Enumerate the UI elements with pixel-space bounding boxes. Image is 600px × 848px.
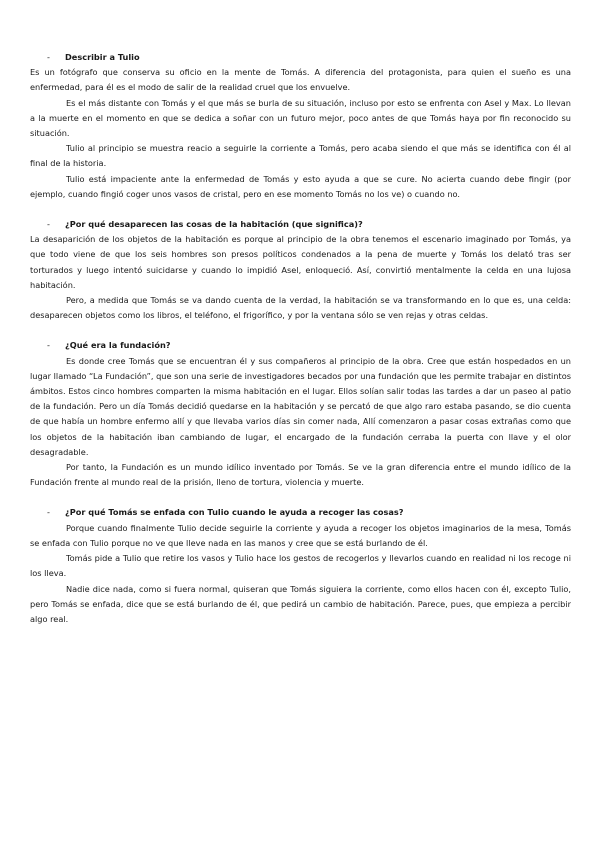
heading-text: ¿Por qué Tomás se enfada con Tulio cuando le ayuda a recoger las cosas?: [65, 507, 404, 518]
section-heading: [30, 50, 571, 65]
document-body: [30, 50, 571, 627]
section-heading: [30, 338, 571, 353]
section-desaparecen-cosas: [30, 217, 571, 323]
paragraph: Es donde cree Tomás que se encuentran él y sus compañeros al principio de la obra. Cree que están hospedados en un lugar llamado “La Fundación”, que son una serie de investigadores becados por una fundación que les permite trabajar en distintos ámbitos. Estos cinco hombres comparten la misma habitación en el lugar. Ellos solían salir todas las tardes a dar un paseo al patio de la fundación. Pero un día Tomás decidió quedarse en la habitación y se percató de que algo raro estaba pasando, se dio cuenta de que había un hombre enfermo allí y que llevaba varios días sin comer nada, Allí comenzaron a pasar cosas extrañas como que los objetos de la habitación iban cambiando de lugar, el encargado de la fundación cerraba la puerta con llave y el olor desagradable.: [30, 355, 571, 457]
bullet-dash: -: [47, 507, 50, 518]
section-fundacion: [30, 338, 571, 490]
paragraph: Porque cuando finalmente Tulio decide seguirle la corriente y ayuda a recoger los objetos imaginarios de la mesa, Tomás se enfada con Tulio porque no ve que lleve nada en las manos y cree que se está burlando de él.: [30, 522, 571, 548]
paragraph: Tulio está impaciente ante la enfermedad de Tomás y esto ayuda a que se cure. No acierta cuando debe fingir (por ejemplo, cuando fingió coger unos vasos de cristal, pero en ese momento Tomás no los ve) o cuando no.: [30, 173, 571, 199]
paragraph: Tomás pide a Tulio que retire los vasos y Tulio hace los gestos de recogerlos y llevarlos cuando en realidad ni los recoge ni los lleva.: [30, 553, 571, 579]
paragraph: Nadie dice nada, como si fuera normal, quiseran que Tomás siguiera la corriente, como ellos hacen con él, excepto Tulio, pero Tomás se enfada, dice que se está burlando de él, que pedirá un cambio de habitación. Parece, pues, que empieza a percibir algo real.: [30, 583, 571, 624]
bullet-dash: -: [47, 219, 50, 230]
heading-text: Describir a Tulio: [65, 52, 140, 62]
paragraph: Es el más distante con Tomás y el que más se burla de su situación, incluso por esto se enfrenta con Asel y Max. Lo llevan a la muerte en el momento en que se dedica a soñar con un futuro mejor, poco antes de que Tomás haya por fin reconocido su situación.: [30, 97, 571, 139]
paragraph: La desaparición de los objetos de la habitación es porque al principio de la obra tenemos el escenario imaginado por Tomás, ya que todo viene de que los seis hombres son presos políticos condenados a la pena de muerte y Tomás los delató tras ser torturados y luego intentó suicidarse y cuando lo impidió Asel, enloqueció. Así, convirtió mentalmente la celda en una lujosa habitación.: [30, 234, 571, 290]
section-heading: [30, 505, 571, 520]
section-heading: [30, 217, 571, 232]
bullet-dash: -: [47, 340, 50, 351]
paragraph: Pero, a medida que Tomás se va dando cuenta de la verdad, la habitación se va transformando en lo que es, una celda: desaparecen objetos como los libros, el teléfono, el frigorífico, y por la ventana sólo se ven rejas y otras celdas.: [30, 295, 571, 321]
bullet-dash: -: [47, 52, 50, 62]
heading-text: ¿Qué era la fundación?: [65, 340, 171, 351]
paragraph: Tulio al principio se muestra reacio a seguirle la corriente a Tomás, pero acaba siendo el que más se identifica con él al final de la historia.: [30, 143, 571, 169]
section-describir-tulio: [30, 50, 571, 202]
paragraph: Es un fotógrafo que conserva su oficio en la mente de Tomás. A diferencia del protagonista, para quien el sueño es una enfermedad, para él es el modo de salir de la realidad cruel que los envuelve.: [30, 67, 571, 93]
paragraph: Por tanto, la Fundación es un mundo idílico inventado por Tomás. Se ve la gran diferencia entre el mundo idílico de la Fundación frente al mundo real de la prisión, lleno de tortura, violencia y muerte.: [30, 462, 571, 488]
section-tomas-enfada: [30, 505, 571, 627]
heading-text: ¿Por qué desaparecen las cosas de la habitación (que significa)?: [65, 219, 363, 230]
